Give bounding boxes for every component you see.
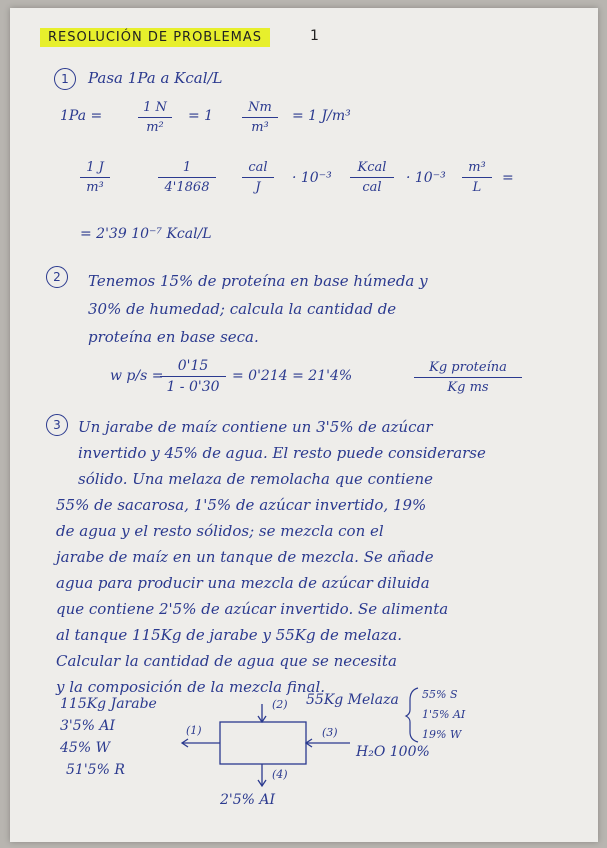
p2-formula-rhs: = 0'214 = 21'4% [232,368,353,384]
water-stream-label: H₂O 100% [356,744,430,760]
mixing-tank-diagram [10,8,598,842]
p3-line-7: agua para producir una mezcla de azúcar diluida [56,574,430,592]
problem-1-number: 1 [54,68,76,90]
stream-4-label: (4) [272,768,288,781]
notebook-page [10,8,598,842]
p3-line-5: de agua y el resto sólidos; se mezcla con el [56,522,384,540]
p1-line2-frac4: Kcal cal [350,160,394,195]
melaza-s: 55% S [422,688,458,701]
jarabe-r: 51'5% R [66,762,125,778]
p1-line1-frac2: Nm m³ [242,100,278,135]
p1-line2-frac5: m³ L [462,160,492,195]
melaza-label: 55Kg Melaza [306,692,399,708]
p2-fraction: 0'15 1 - 0'30 [160,358,226,395]
output-ai-label: 2'5% AI [220,792,276,808]
p1-line1-frac1: 1 N m² [138,100,172,135]
p3-line-10: Calcular la cantidad de agua que se necesita [56,652,397,670]
p1-line2-frac3: cal J [242,160,274,195]
p3-line-11: y la composición de la mezcla final. [56,678,326,696]
p3-line-8: que contiene 2'5% de azúcar invertido. Se alimenta [56,600,449,618]
p1-line2-eq: = [502,170,514,186]
problem-2-number: 2 [46,266,68,288]
p3-line-9: al tanque 115Kg de jarabe y 55Kg de melaza. [56,626,403,644]
page-title: RESOLUCIÓN DE PROBLEMAS [40,28,270,47]
stream-2-label: (2) [272,698,288,711]
stream-3-label: (3) [322,726,338,739]
p1-result: = 2'39 10⁻⁷ Kcal/L [80,226,212,242]
p2-formula-lhs: w p/s = [110,368,164,384]
melaza-ai: 1'5% AI [422,708,466,721]
p2-line-1: Tenemos 15% de proteína en base húmeda y [88,272,428,290]
p3-line-3: sólido. Una melaza de remolacha que contiene [78,470,433,488]
problem-1-statement: Pasa 1Pa a Kcal/L [88,69,223,87]
jarabe-w: 45% W [60,740,110,756]
jarabe-ai: 3'5% AI [60,718,116,734]
p2-line-2: 30% de humedad; calcula la cantidad de [88,300,397,318]
jarabe-label: 115Kg Jarabe [60,696,157,712]
p1-line1-lhs: 1Pa = [60,108,103,124]
p2-unit-fraction: Kg proteína Kg ms [414,360,522,395]
p1-line1-eq2: = 1 J/m³ [292,108,351,124]
p1-line2-mult2: · 10⁻³ [406,170,446,186]
problem-3-number: 3 [46,414,68,436]
p1-line2-frac1: 1 J m³ [80,160,110,195]
p1-line2-frac2: 1 4'1868 [158,160,216,195]
p2-line-3: proteína en base seca. [88,328,259,346]
melaza-w: 19% W [422,728,462,741]
p3-line-2: invertido y 45% de agua. El resto puede considerarse [78,444,486,462]
melaza-brace [406,688,418,742]
stream-1-label: (1) [186,724,202,737]
p1-line2-mult1: · 10⁻³ [292,170,332,186]
p1-line1-eq1: = 1 [188,108,214,124]
p3-line-1: Un jarabe de maíz contiene un 3'5% de azúcar [78,418,433,436]
p3-line-6: jarabe de maíz en un tanque de mezcla. Se añade [56,548,434,566]
page-title-number: 1 [310,28,319,44]
p3-line-4: 55% de sacarosa, 1'5% de azúcar invertido, 19% [56,496,427,514]
mixing-tank-box [220,722,306,764]
